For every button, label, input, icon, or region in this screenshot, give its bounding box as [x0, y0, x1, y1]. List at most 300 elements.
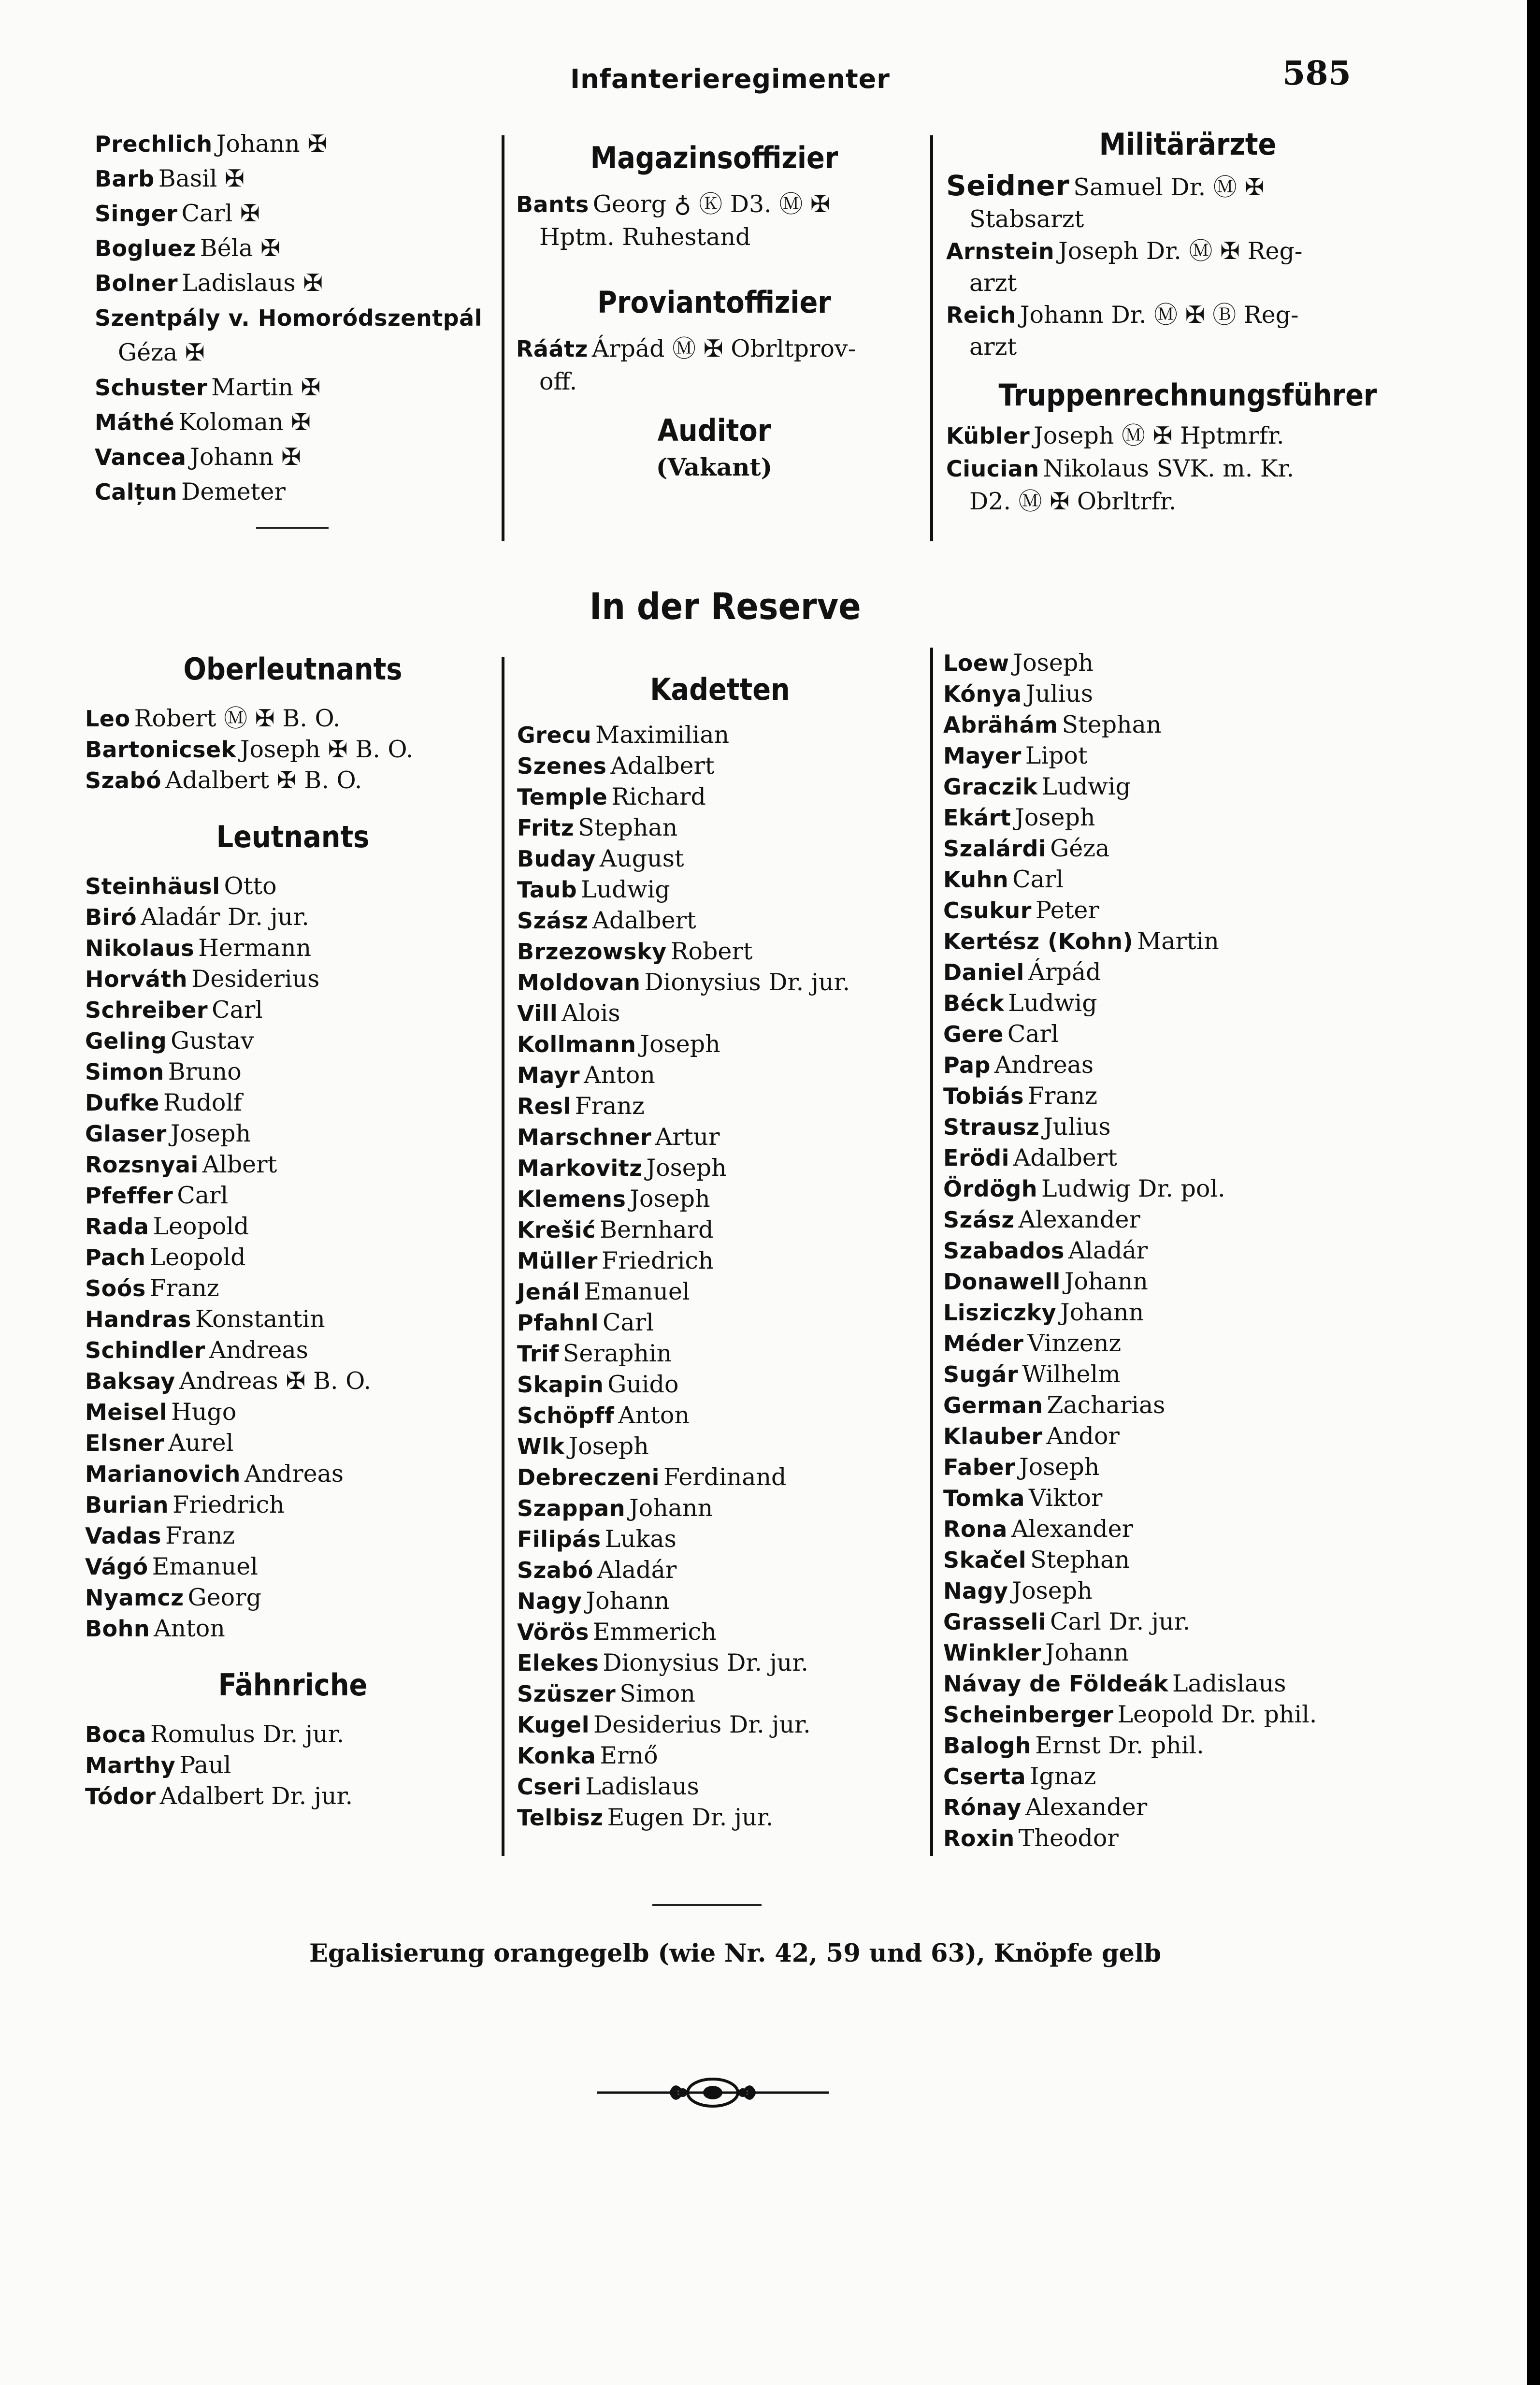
list-item	[943, 1637, 1475, 1668]
surname: Jenál	[517, 1279, 580, 1305]
list-item	[95, 370, 501, 405]
given-name: Géza ✠	[118, 339, 205, 366]
list-item	[85, 1304, 501, 1335]
proviant-heading: Proviantoffizier	[597, 285, 831, 320]
surname: Grecu	[517, 722, 592, 748]
given-name: arzt	[969, 333, 1017, 361]
list-item	[946, 452, 1429, 485]
surname: Strausz	[943, 1114, 1040, 1140]
auditor-note: (Vakant)	[656, 453, 773, 481]
given-name: Basil ✠	[158, 165, 245, 192]
given-name: Adalbert	[592, 907, 696, 934]
surname: Marianovich	[85, 1461, 241, 1487]
list-item	[517, 1617, 923, 1648]
surname: Pach	[85, 1244, 146, 1271]
given-name: Ferdinand	[663, 1463, 787, 1491]
given-name: Zacharias	[1047, 1391, 1166, 1419]
surname: Vill	[517, 1000, 558, 1026]
list-item	[85, 1335, 501, 1366]
list-item	[85, 1397, 501, 1428]
surname: Bolner	[95, 270, 178, 296]
given-name: Joseph Ⓜ ✠ Hptmrfr.	[1034, 422, 1284, 449]
surname: Elsner	[85, 1430, 165, 1456]
given-name: Johann	[1060, 1299, 1144, 1326]
list-item	[85, 1242, 501, 1273]
given-name: Demeter	[181, 478, 286, 506]
list-item	[85, 964, 501, 995]
ornament-icon	[597, 2066, 829, 2119]
given-name: Julius	[1025, 680, 1093, 708]
list-item	[516, 221, 912, 254]
surname: Sugár	[943, 1361, 1019, 1388]
surname: Bartonicsek	[85, 737, 236, 763]
given-name: Andor	[1046, 1422, 1120, 1450]
given-name: Johann	[1045, 1639, 1129, 1666]
surname: Ekárt	[943, 805, 1011, 831]
surname: Csukur	[943, 897, 1032, 924]
list-item	[943, 957, 1475, 988]
list-item	[946, 419, 1429, 452]
list-item	[943, 864, 1475, 895]
given-name: Andreas	[994, 1051, 1094, 1079]
column-divider	[502, 657, 504, 1856]
surname: Mayr	[517, 1062, 580, 1088]
list-item	[946, 485, 1429, 518]
surname: Szász	[943, 1207, 1015, 1233]
list-item	[517, 1648, 923, 1678]
surname: Kollmann	[517, 1031, 636, 1057]
list-item	[85, 734, 501, 765]
given-name: Emanuel	[584, 1278, 690, 1305]
surname: Nyamcz	[85, 1585, 184, 1611]
list-item	[85, 1428, 501, 1459]
list-item	[516, 332, 912, 365]
given-name: Artur	[655, 1123, 720, 1151]
given-name: Leopold	[153, 1213, 249, 1240]
surname: Buday	[517, 846, 596, 872]
surname: Kübler	[946, 423, 1030, 449]
list-item	[946, 299, 1429, 331]
surname: Vörös	[517, 1619, 589, 1645]
given-name: Friedrich	[173, 1491, 285, 1518]
surname: Marschner	[517, 1124, 652, 1150]
given-name: Hugo	[171, 1398, 237, 1426]
surname: Skačel	[943, 1547, 1026, 1573]
list-item	[943, 1668, 1475, 1699]
given-name: Carl	[603, 1309, 654, 1336]
surname: Filipás	[517, 1526, 601, 1552]
list-item	[85, 703, 501, 734]
surname: Ráátz	[516, 336, 588, 362]
list-item	[517, 1802, 923, 1833]
given-name: Aladár Dr. jur.	[141, 903, 309, 931]
surname: Taub	[517, 877, 577, 903]
list-item	[85, 1520, 501, 1551]
given-name: Carl ✠	[181, 200, 260, 227]
given-name: Árpád	[1028, 958, 1101, 986]
given-name: Theodor	[1018, 1824, 1119, 1852]
surname: Seidner	[946, 169, 1070, 202]
given-name: Carl	[1012, 866, 1064, 893]
surname: Grasseli	[943, 1609, 1046, 1635]
given-name: Johann Dr. Ⓜ ✠ Ⓑ Reg-	[1020, 301, 1299, 329]
list-item	[95, 440, 501, 475]
given-name: Ernő	[600, 1742, 658, 1769]
list-item	[943, 1019, 1475, 1050]
given-name: Emanuel	[152, 1553, 258, 1580]
surname: Soós	[85, 1275, 146, 1301]
list-item	[85, 1582, 501, 1613]
surname: Wlk	[517, 1433, 565, 1460]
given-name: Géza	[1050, 835, 1110, 862]
list-item	[85, 1149, 501, 1180]
footer-rule	[652, 1904, 762, 1906]
given-name: Lukas	[604, 1525, 676, 1553]
list-item	[517, 843, 923, 874]
surname: Lisziczky	[943, 1300, 1057, 1326]
list-item	[85, 933, 501, 964]
list-item	[943, 1823, 1475, 1854]
list-item	[943, 1545, 1475, 1576]
surname: Szász	[517, 908, 589, 934]
surname: Biró	[85, 904, 137, 930]
surname: Krešić	[517, 1217, 596, 1243]
list-item	[517, 812, 923, 843]
given-name: Joseph	[170, 1120, 251, 1147]
list-item	[943, 679, 1475, 709]
given-name: Martin ✠	[211, 374, 321, 401]
running-head: Infanterieregimenter	[570, 64, 890, 94]
given-name: Joseph ✠ B. O.	[240, 736, 414, 763]
oberleutnants-list	[85, 703, 501, 796]
given-name: Carl	[177, 1182, 229, 1209]
given-name: Hptm. Ruhestand	[539, 223, 751, 251]
given-name: Martin	[1137, 927, 1219, 955]
surname: Baksay	[85, 1368, 175, 1394]
surname: Schindler	[85, 1337, 205, 1363]
given-name: Adalbert	[1013, 1144, 1118, 1171]
surname: Méder	[943, 1330, 1024, 1357]
list-item	[943, 771, 1475, 802]
surname: Leo	[85, 706, 130, 732]
list-item	[943, 1297, 1475, 1328]
surname: Meisel	[85, 1399, 168, 1425]
list-item	[943, 1761, 1475, 1792]
given-name: Árpád Ⓜ ✠ Obrltprov-	[591, 335, 856, 362]
given-name: Ladislaus	[1172, 1670, 1286, 1697]
given-name: Otto	[224, 872, 277, 900]
surname: Calțun	[95, 479, 178, 505]
surname: Schöpff	[517, 1402, 615, 1429]
given-name: August	[599, 845, 684, 872]
list-item	[943, 1483, 1475, 1514]
page-number: 585	[1282, 54, 1351, 93]
given-name: Stabsarzt	[969, 205, 1084, 233]
column-divider	[930, 648, 933, 1856]
given-name: Andreas	[209, 1336, 308, 1364]
surname: Schuster	[95, 375, 208, 401]
list-item	[517, 1771, 923, 1802]
surname: Horváth	[85, 966, 188, 992]
list-item	[516, 188, 912, 221]
given-name: Maximilian	[595, 721, 730, 749]
given-name: Johann ✠	[216, 130, 328, 158]
list-item	[943, 895, 1475, 926]
surname: Szabados	[943, 1238, 1065, 1264]
surname: Béck	[943, 990, 1005, 1016]
surname: Rozsnyai	[85, 1152, 199, 1178]
list-item	[517, 1184, 923, 1214]
surname: Tobiás	[943, 1083, 1024, 1109]
given-name: Desiderius	[191, 965, 320, 993]
list-item	[517, 1060, 923, 1091]
list-item	[943, 1173, 1475, 1204]
list-item	[943, 1514, 1475, 1545]
given-name: Nikolaus SVK. m. Kr.	[1043, 455, 1295, 482]
list-item	[85, 1459, 501, 1489]
list-item	[95, 475, 501, 509]
list-item	[943, 926, 1475, 957]
list-item	[943, 1730, 1475, 1761]
egalisierung-note: Egalisierung orangegelb (wie Nr. 42, 59 und 63), Knöpfe gelb	[309, 1939, 1162, 1968]
top-left-list	[95, 127, 501, 509]
given-name: Carl	[212, 996, 263, 1024]
surname: Kertész (Kohn)	[943, 928, 1134, 954]
given-name: Johann	[1064, 1268, 1148, 1295]
surname: Markovitz	[517, 1155, 643, 1181]
given-name: Aurel	[168, 1429, 234, 1457]
militaer-list	[946, 170, 1429, 363]
given-name: Konstantin	[195, 1305, 325, 1333]
given-name: Robert	[670, 938, 753, 965]
list-item	[946, 203, 1429, 235]
given-name: Alexander	[1025, 1793, 1148, 1821]
surname: Szabó	[85, 767, 161, 794]
surname: Návay de Földeák	[943, 1671, 1168, 1697]
given-name: Joseph	[1015, 804, 1095, 831]
list-item	[946, 170, 1429, 203]
list-item	[943, 1266, 1475, 1297]
given-name: Ladislaus	[585, 1773, 699, 1800]
magazin-heading: Magazinsoffizier	[590, 140, 838, 175]
given-name: Lipot	[1025, 742, 1088, 769]
list-item	[943, 1359, 1475, 1390]
list-item	[517, 1493, 923, 1524]
surname: Vadas	[85, 1523, 161, 1549]
surname: Brzezowsky	[517, 939, 667, 965]
list-item	[85, 1118, 501, 1149]
list-item	[943, 1699, 1475, 1730]
given-name: Joseph	[1019, 1453, 1100, 1481]
given-name: Anton	[584, 1061, 655, 1089]
list-item	[943, 802, 1475, 833]
list-item	[943, 1050, 1475, 1081]
given-name: Ludwig Dr. pol.	[1041, 1175, 1225, 1202]
list-item	[95, 301, 501, 335]
list-item	[943, 988, 1475, 1019]
proviant-list	[516, 332, 912, 398]
list-item	[85, 1026, 501, 1056]
surname: Glaser	[85, 1121, 167, 1147]
surname: Daniel	[943, 959, 1024, 985]
list-item	[517, 1153, 923, 1184]
list-item	[85, 871, 501, 902]
surname: Pfeffer	[85, 1183, 173, 1209]
truppen-heading: Truppenrechnungsführer	[998, 377, 1377, 413]
list-item	[85, 902, 501, 933]
given-name: Alois	[561, 999, 620, 1027]
surname: Moldovan	[517, 969, 641, 996]
surname: Donawell	[943, 1269, 1061, 1295]
surname: Ciucian	[946, 456, 1039, 482]
given-name: Johann ✠	[190, 443, 302, 471]
given-name: Joseph	[630, 1185, 710, 1213]
list-item	[943, 740, 1475, 771]
given-name: Wilhelm	[1022, 1360, 1121, 1388]
list-item	[85, 1719, 501, 1750]
given-name: Vinzenz	[1027, 1330, 1122, 1357]
surname: Nikolaus	[85, 935, 195, 961]
list-item	[517, 1709, 923, 1740]
given-name: Seraphin	[562, 1340, 672, 1367]
surname: Rona	[943, 1516, 1007, 1542]
given-name: Adalbert ✠ B. O.	[165, 766, 362, 794]
surname: Kuhn	[943, 867, 1009, 893]
surname: Debreczeni	[517, 1464, 660, 1490]
list-item	[517, 1740, 923, 1771]
given-name: Ernst Dr. phil.	[1035, 1732, 1204, 1759]
kadetten-column	[517, 672, 923, 1833]
surname: Gere	[943, 1021, 1004, 1047]
list-item	[95, 196, 501, 231]
given-name: Samuel Dr. Ⓜ ✠	[1073, 173, 1265, 201]
list-item	[943, 1142, 1475, 1173]
surname: Singer	[95, 201, 178, 227]
surname: Resl	[517, 1093, 571, 1119]
surname: Rada	[85, 1214, 149, 1240]
list-item	[517, 1400, 923, 1431]
surname: Bants	[516, 191, 589, 217]
given-name: Franz	[165, 1522, 235, 1549]
surname: Pap	[943, 1052, 991, 1078]
column-divider	[930, 135, 933, 541]
list-item	[517, 1245, 923, 1276]
given-name: Adalbert	[610, 752, 715, 780]
kadetten-heading: Kadetten	[650, 672, 790, 707]
list-item	[85, 1750, 501, 1781]
list-item	[517, 1586, 923, 1617]
given-name: Béla ✠	[200, 234, 281, 262]
surname: Nagy	[943, 1578, 1008, 1604]
list-item	[517, 967, 923, 998]
given-name: Richard	[611, 783, 706, 810]
given-name: Rudolf	[163, 1089, 243, 1116]
surname: Nagy	[517, 1588, 582, 1614]
list-item	[943, 1081, 1475, 1112]
given-name: Ludwig	[1041, 773, 1131, 800]
surname: Faber	[943, 1454, 1016, 1480]
surname: Cserta	[943, 1763, 1026, 1790]
list-item	[517, 1091, 923, 1122]
surname: Abrähám	[943, 712, 1058, 738]
surname: Simon	[85, 1059, 164, 1085]
surname: Rónay	[943, 1794, 1022, 1821]
surname: Konka	[517, 1743, 596, 1769]
given-name: Anton	[154, 1615, 225, 1642]
list-item	[517, 1276, 923, 1307]
list-item	[943, 1421, 1475, 1452]
given-name: Aladár	[1068, 1237, 1148, 1264]
list-item	[85, 1273, 501, 1304]
surname: Loew	[943, 650, 1009, 676]
given-name: Simon	[619, 1680, 695, 1707]
list-item	[943, 1792, 1475, 1823]
given-name: Joseph	[1012, 1577, 1093, 1604]
list-item	[517, 1122, 923, 1153]
given-name: Joseph	[568, 1432, 649, 1460]
surname: Skapin	[517, 1372, 604, 1398]
list-item	[95, 335, 501, 370]
list-item	[517, 874, 923, 905]
militaer-heading: Militärärzte	[1099, 127, 1277, 162]
given-name: Aladár	[597, 1556, 677, 1584]
list-item	[517, 781, 923, 812]
given-name: Viktor	[1028, 1484, 1103, 1512]
surname: Müller	[517, 1248, 598, 1274]
surname: Cseri	[517, 1774, 582, 1800]
surname: Tomka	[943, 1485, 1025, 1511]
given-name: Desiderius Dr. jur.	[593, 1711, 811, 1738]
surname: Scheinberger	[943, 1702, 1114, 1728]
list-item	[517, 1678, 923, 1709]
auditor-heading: Auditor	[657, 413, 771, 448]
surname: Steinhäusl	[85, 873, 220, 899]
surname: Vancea	[95, 444, 187, 470]
oberleutnants-heading: Oberleutnants	[183, 651, 403, 687]
given-name: Dionysius Dr. jur.	[644, 968, 850, 996]
given-name: Joseph	[646, 1154, 727, 1182]
given-name: Ludwig	[1008, 989, 1097, 1017]
kadetten-list	[517, 720, 923, 1833]
surname: Elekes	[517, 1650, 599, 1676]
faehnriche-heading: Fähnriche	[218, 1667, 368, 1703]
surname: Roxin	[943, 1825, 1015, 1851]
given-name: Alexander	[1011, 1515, 1134, 1543]
given-name: Bernhard	[599, 1216, 714, 1243]
surname: Ördögh	[943, 1176, 1037, 1202]
surname: Graczik	[943, 774, 1038, 800]
given-name: Franz	[575, 1092, 645, 1120]
given-name: Julius	[1043, 1113, 1111, 1141]
surname: Burian	[85, 1492, 169, 1518]
given-name: Paul	[179, 1751, 231, 1779]
given-name: D2. Ⓜ ✠ Obrltrfr.	[969, 488, 1177, 515]
surname: Trif	[517, 1341, 559, 1367]
surname: Reich	[946, 302, 1016, 328]
faehnriche-list	[85, 1719, 501, 1812]
given-name: Adalbert Dr. jur.	[159, 1782, 353, 1810]
given-name: Georg	[187, 1584, 261, 1611]
magazin-list	[516, 188, 912, 254]
short-rule	[256, 527, 329, 529]
given-name: Johann	[629, 1494, 713, 1522]
list-item	[517, 1338, 923, 1369]
surname: Balogh	[943, 1733, 1032, 1759]
surname: Prechlich	[95, 131, 213, 157]
list-item	[517, 1307, 923, 1338]
list-item	[943, 1328, 1475, 1359]
given-name: Stephan	[1030, 1546, 1130, 1574]
